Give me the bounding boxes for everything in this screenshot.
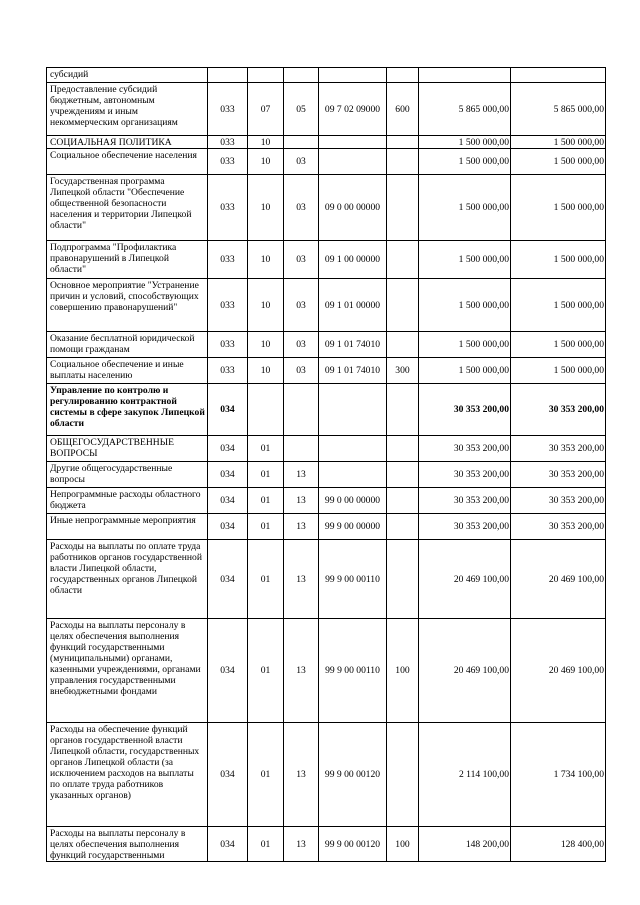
row-amount-1: 5 865 000,00 xyxy=(419,83,511,136)
row-expense-type-code xyxy=(387,68,419,83)
row-expense-type-code xyxy=(387,540,419,619)
row-amount-1: 1 500 000,00 xyxy=(419,279,511,332)
row-section-code xyxy=(248,68,284,83)
row-expense-type-code: 600 xyxy=(387,83,419,136)
row-ved-code: 033 xyxy=(208,332,248,358)
row-subsection-code: 05 xyxy=(284,83,319,136)
row-ved-code: 033 xyxy=(208,175,248,241)
row-subsection-code xyxy=(284,436,319,462)
table-row xyxy=(47,68,606,83)
table-row xyxy=(47,279,606,332)
row-target-article-code: 99 9 00 00000 xyxy=(319,514,387,540)
row-amount-1: 30 353 200,00 xyxy=(419,384,511,436)
row-amount-2: 1 500 000,00 xyxy=(511,332,606,358)
table-row xyxy=(47,436,606,462)
row-ved-code: 034 xyxy=(208,514,248,540)
row-target-article-code xyxy=(319,136,387,149)
row-expense-type-code: 100 xyxy=(387,827,419,862)
row-expense-type-code: 300 xyxy=(387,358,419,384)
row-expense-type-code xyxy=(387,488,419,514)
row-amount-1: 30 353 200,00 xyxy=(419,436,511,462)
row-amount-1: 1 500 000,00 xyxy=(419,358,511,384)
row-expense-type-code xyxy=(387,436,419,462)
row-amount-2: 128 400,00 xyxy=(511,827,606,862)
table-row xyxy=(47,540,606,619)
table-row xyxy=(47,619,606,723)
row-section-code: 10 xyxy=(248,149,284,175)
row-amount-2: 1 734 100,00 xyxy=(511,723,606,827)
row-ved-code: 034 xyxy=(208,540,248,619)
row-name: Оказание бесплатной юридической помощи гражданам xyxy=(47,332,208,358)
row-amount-2: 1 500 000,00 xyxy=(511,136,606,149)
row-amount-1: 30 353 200,00 xyxy=(419,488,511,514)
row-ved-code: 034 xyxy=(208,488,248,514)
row-subsection-code: 03 xyxy=(284,332,319,358)
row-section-code xyxy=(248,384,284,436)
row-section-code: 01 xyxy=(248,436,284,462)
row-target-article-code xyxy=(319,149,387,175)
row-section-code: 10 xyxy=(248,136,284,149)
row-expense-type-code xyxy=(387,332,419,358)
budget-table xyxy=(46,67,606,862)
row-ved-code: 033 xyxy=(208,241,248,279)
row-amount-2: 30 353 200,00 xyxy=(511,462,606,488)
row-target-article-code: 09 1 01 74010 xyxy=(319,358,387,384)
row-name: СОЦИАЛЬНАЯ ПОЛИТИКА xyxy=(47,136,208,149)
row-amount-2: 1 500 000,00 xyxy=(511,241,606,279)
row-amount-1: 1 500 000,00 xyxy=(419,241,511,279)
row-section-code: 10 xyxy=(248,332,284,358)
row-section-code: 01 xyxy=(248,827,284,862)
row-amount-1 xyxy=(419,68,511,83)
row-expense-type-code xyxy=(387,723,419,827)
row-target-article-code xyxy=(319,436,387,462)
row-target-article-code: 99 9 00 00110 xyxy=(319,540,387,619)
row-subsection-code: 03 xyxy=(284,358,319,384)
row-amount-1: 20 469 100,00 xyxy=(419,619,511,723)
row-subsection-code: 13 xyxy=(284,723,319,827)
row-amount-1: 1 500 000,00 xyxy=(419,136,511,149)
row-name: Расходы на выплаты персоналу в целях обеспечения выполнения функций государственными xyxy=(47,827,208,862)
row-subsection-code: 13 xyxy=(284,619,319,723)
row-name: Управление по контролю и регулированию контрактной системы в сфере закупок Липецкой области xyxy=(47,384,208,436)
row-name: Иные непрограммные мероприятия xyxy=(47,514,208,540)
row-section-code: 10 xyxy=(248,358,284,384)
table-row xyxy=(47,136,606,149)
row-target-article-code xyxy=(319,384,387,436)
row-amount-2: 30 353 200,00 xyxy=(511,436,606,462)
row-target-article-code xyxy=(319,462,387,488)
row-subsection-code: 03 xyxy=(284,175,319,241)
row-subsection-code: 13 xyxy=(284,540,319,619)
row-amount-2: 1 500 000,00 xyxy=(511,149,606,175)
row-amount-2: 30 353 200,00 xyxy=(511,514,606,540)
table-row xyxy=(47,488,606,514)
row-name: Государственная программа Липецкой области "Обеспечение общественной безопасности населения и территории Липецкой области" xyxy=(47,175,208,241)
row-section-code: 01 xyxy=(248,488,284,514)
row-subsection-code xyxy=(284,68,319,83)
row-ved-code: 034 xyxy=(208,384,248,436)
row-subsection-code: 03 xyxy=(284,149,319,175)
row-amount-1: 1 500 000,00 xyxy=(419,175,511,241)
table-row xyxy=(47,241,606,279)
row-name: Расходы на выплаты по оплате труда работников органов государственной власти Липецкой области, государственных органов Липецкой области xyxy=(47,540,208,619)
row-target-article-code: 99 9 00 00110 xyxy=(319,619,387,723)
row-section-code: 07 xyxy=(248,83,284,136)
row-amount-2: 30 353 200,00 xyxy=(511,384,606,436)
row-ved-code xyxy=(208,68,248,83)
row-section-code: 01 xyxy=(248,619,284,723)
row-expense-type-code xyxy=(387,514,419,540)
table-row xyxy=(47,332,606,358)
row-amount-1: 30 353 200,00 xyxy=(419,462,511,488)
row-section-code: 01 xyxy=(248,462,284,488)
row-subsection-code: 13 xyxy=(284,462,319,488)
row-target-article-code: 09 0 00 00000 xyxy=(319,175,387,241)
row-amount-1: 148 200,00 xyxy=(419,827,511,862)
table-row xyxy=(47,384,606,436)
table-row xyxy=(47,462,606,488)
row-section-code: 10 xyxy=(248,175,284,241)
row-amount-1: 1 500 000,00 xyxy=(419,149,511,175)
row-ved-code: 034 xyxy=(208,619,248,723)
row-name: Социальное обеспечение населения xyxy=(47,149,208,175)
table-row xyxy=(47,149,606,175)
row-section-code: 01 xyxy=(248,514,284,540)
row-name: Предоставление субсидий бюджетным, автономным учреждениям и иным некоммерческим организациям xyxy=(47,83,208,136)
row-subsection-code xyxy=(284,384,319,436)
row-subsection-code: 13 xyxy=(284,514,319,540)
row-amount-2: 5 865 000,00 xyxy=(511,83,606,136)
row-expense-type-code xyxy=(387,241,419,279)
row-amount-2: 30 353 200,00 xyxy=(511,488,606,514)
row-section-code: 01 xyxy=(248,723,284,827)
row-amount-1: 1 500 000,00 xyxy=(419,332,511,358)
row-amount-2: 1 500 000,00 xyxy=(511,358,606,384)
row-amount-2: 1 500 000,00 xyxy=(511,279,606,332)
row-target-article-code: 09 1 01 00000 xyxy=(319,279,387,332)
row-amount-2: 1 500 000,00 xyxy=(511,175,606,241)
row-subsection-code: 13 xyxy=(284,827,319,862)
row-expense-type-code xyxy=(387,149,419,175)
row-target-article-code: 09 1 00 00000 xyxy=(319,241,387,279)
table-row xyxy=(47,83,606,136)
table-row xyxy=(47,358,606,384)
table-row xyxy=(47,723,606,827)
row-name: Подпрограмма "Профилактика правонарушений в Липецкой области" xyxy=(47,241,208,279)
row-name: ОБЩЕГОСУДАРСТВЕННЫЕ ВОПРОСЫ xyxy=(47,436,208,462)
row-ved-code: 034 xyxy=(208,436,248,462)
row-target-article-code: 09 7 02 09000 xyxy=(319,83,387,136)
row-target-article-code: 99 0 00 00000 xyxy=(319,488,387,514)
row-ved-code: 033 xyxy=(208,149,248,175)
row-target-article-code: 99 9 00 00120 xyxy=(319,723,387,827)
row-section-code: 01 xyxy=(248,540,284,619)
row-ved-code: 033 xyxy=(208,136,248,149)
row-expense-type-code xyxy=(387,384,419,436)
row-expense-type-code xyxy=(387,136,419,149)
row-expense-type-code: 100 xyxy=(387,619,419,723)
row-ved-code: 033 xyxy=(208,279,248,332)
row-subsection-code: 03 xyxy=(284,279,319,332)
row-name: Непрограммные расходы областного бюджета xyxy=(47,488,208,514)
row-section-code: 10 xyxy=(248,241,284,279)
table-row xyxy=(47,514,606,540)
row-amount-2: 20 469 100,00 xyxy=(511,540,606,619)
row-name: Другие общегосударственные вопросы xyxy=(47,462,208,488)
row-amount-1: 30 353 200,00 xyxy=(419,514,511,540)
row-amount-1: 2 114 100,00 xyxy=(419,723,511,827)
row-ved-code: 034 xyxy=(208,723,248,827)
row-target-article-code: 99 9 00 00120 xyxy=(319,827,387,862)
row-expense-type-code xyxy=(387,462,419,488)
row-subsection-code: 13 xyxy=(284,488,319,514)
table-row xyxy=(47,827,606,862)
row-name: Расходы на обеспечение функций органов государственной власти Липецкой области, государственных органов Липецкой области (за исключением расходов на выплаты по оплате труда работников указанных органов) xyxy=(47,723,208,827)
row-name: Основное мероприятие "Устранение причин и условий, способствующих совершению правонарушений" xyxy=(47,279,208,332)
row-name: Расходы на выплаты персоналу в целях обеспечения выполнения функций государственными (муниципальными) органами, казенными учреждениями, органами управления государственными внебюджетными фондами xyxy=(47,619,208,723)
row-section-code: 10 xyxy=(248,279,284,332)
row-target-article-code xyxy=(319,68,387,83)
row-target-article-code: 09 1 01 74010 xyxy=(319,332,387,358)
row-expense-type-code xyxy=(387,175,419,241)
row-ved-code: 034 xyxy=(208,462,248,488)
row-subsection-code xyxy=(284,136,319,149)
row-ved-code: 033 xyxy=(208,83,248,136)
row-amount-2: 20 469 100,00 xyxy=(511,619,606,723)
row-amount-2 xyxy=(511,68,606,83)
table-row xyxy=(47,175,606,241)
row-ved-code: 033 xyxy=(208,358,248,384)
row-expense-type-code xyxy=(387,279,419,332)
row-amount-1: 20 469 100,00 xyxy=(419,540,511,619)
row-ved-code: 034 xyxy=(208,827,248,862)
row-name: субсидий xyxy=(47,68,208,83)
row-subsection-code: 03 xyxy=(284,241,319,279)
row-name: Социальное обеспечение и иные выплаты населению xyxy=(47,358,208,384)
